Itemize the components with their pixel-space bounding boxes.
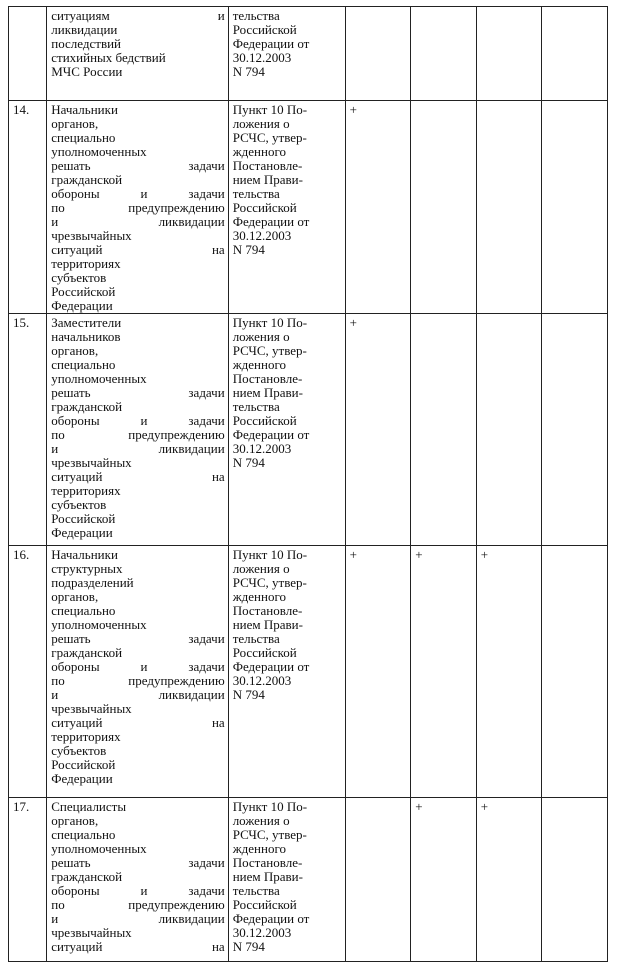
position-name-line: специально <box>51 603 116 618</box>
row-number: 15. <box>9 314 47 546</box>
legal-basis-line: Федерации от <box>232 36 310 51</box>
legal-basis-line: N 794 <box>232 939 265 954</box>
position-name-line: Российской <box>51 757 116 772</box>
position-name-line: по предупреждению <box>51 897 225 912</box>
legal-basis-line: Российской <box>232 200 297 215</box>
position-name-line: органов, <box>51 589 99 604</box>
mark-cell-3: + <box>476 798 542 962</box>
legal-basis-line: нием Прави- <box>232 385 303 400</box>
position-name-line: органов, <box>51 116 99 131</box>
row-number: 14. <box>9 101 47 314</box>
legal-basis-line: Пункт 10 По- <box>232 547 308 562</box>
position-name-line: и ликвидации <box>51 911 225 926</box>
position-name-line: Заместители <box>51 315 122 330</box>
legal-basis-line: нием Прави- <box>232 617 303 632</box>
legal-basis-cell <box>228 798 345 962</box>
legal-basis-line: N 794 <box>232 455 265 470</box>
position-name-line: гражданской <box>51 869 123 884</box>
legal-basis-line: 30.12.2003 <box>232 50 292 65</box>
legal-basis-cell <box>228 546 345 798</box>
table-body <box>9 7 608 962</box>
position-name-line: подразделений <box>51 575 134 590</box>
position-name-line: и ликвидации <box>51 214 225 229</box>
mark-cell-3: + <box>476 546 542 798</box>
position-name-line: по предупреждению <box>51 673 225 688</box>
position-name-line: решать задачи <box>51 158 225 173</box>
mark-cell-2: + <box>411 546 477 798</box>
position-name-line: уполномоченных <box>51 617 147 632</box>
position-name-line: Федерации <box>51 525 113 540</box>
position-name-line: специально <box>51 827 116 842</box>
position-name-line: Федерации <box>51 298 113 313</box>
position-name-line: Начальники <box>51 547 118 562</box>
position-name-line: стихийных бедствий <box>51 50 166 65</box>
row-number: 17. <box>9 798 47 962</box>
table-row <box>9 798 608 962</box>
legal-basis-line: нием Прави- <box>232 869 303 884</box>
legal-basis-line: жденного <box>232 589 286 604</box>
position-name-line: структурных <box>51 561 123 576</box>
position-name-line: субъектов <box>51 270 107 285</box>
legal-basis-line: Федерации от <box>232 427 310 442</box>
legal-basis-line: РСЧС, утвер- <box>232 130 307 145</box>
position-name-line: субъектов <box>51 497 107 512</box>
personnel-table <box>8 6 608 962</box>
mark-cell-3 <box>476 7 542 101</box>
position-name-line: гражданской <box>51 399 123 414</box>
legal-basis-line: жденного <box>232 841 286 856</box>
position-name-line: уполномоченных <box>51 144 147 159</box>
position-name-line: органов, <box>51 813 99 828</box>
legal-basis-line: ложения о <box>232 116 290 131</box>
legal-basis-line: Российской <box>232 897 297 912</box>
mark-cell-2: + <box>411 798 477 962</box>
mark-cell-1: + <box>345 101 411 314</box>
position-name-line: Специалисты <box>51 799 127 814</box>
position-name-line: ликвидации <box>51 22 118 37</box>
legal-basis-line: Постановле- <box>232 371 303 386</box>
legal-basis-line: нием Прави- <box>232 172 303 187</box>
position-name-line: по предупреждению <box>51 200 225 215</box>
table-row <box>9 7 608 101</box>
legal-basis-line: Федерации от <box>232 659 310 674</box>
position-name-line: по предупреждению <box>51 427 225 442</box>
position-name-line: специально <box>51 357 116 372</box>
position-name-line: субъектов <box>51 743 107 758</box>
legal-basis-cell <box>228 314 345 546</box>
legal-basis-line: Российской <box>232 645 297 660</box>
mark-cell-4 <box>542 314 608 546</box>
mark-cell-1: + <box>345 314 411 546</box>
position-name-line: последствий <box>51 36 122 51</box>
position-name-line: ситуаций на <box>51 469 225 484</box>
legal-basis-line: РСЧС, утвер- <box>232 827 307 842</box>
position-name-line: территориях <box>51 256 121 271</box>
legal-basis-line: ложения о <box>232 813 290 828</box>
mark-cell-1 <box>345 798 411 962</box>
mark-cell-4 <box>542 798 608 962</box>
mark-cell-1 <box>345 7 411 101</box>
legal-basis-cell <box>228 101 345 314</box>
legal-basis-line: тельства <box>232 399 280 414</box>
position-name-line: ситуациям и <box>51 8 225 23</box>
mark-cell-4 <box>542 7 608 101</box>
legal-basis-line: Постановле- <box>232 158 303 173</box>
position-name-line: ситуаций на <box>51 242 225 257</box>
position-name-cell <box>47 546 228 798</box>
legal-basis-line: тельства <box>232 186 280 201</box>
position-name-line: чрезвычайных <box>51 228 132 243</box>
legal-basis-line: Федерации от <box>232 911 310 926</box>
position-name-line: территориях <box>51 729 121 744</box>
position-name-line: ситуаций на <box>51 939 225 954</box>
position-name-line: ситуаций на <box>51 715 225 730</box>
position-name-line: уполномоченных <box>51 841 147 856</box>
position-name-line: Федерации <box>51 771 113 786</box>
table-row <box>9 314 608 546</box>
position-name-line: чрезвычайных <box>51 701 132 716</box>
mark-cell-4 <box>542 546 608 798</box>
legal-basis-line: Пункт 10 По- <box>232 315 308 330</box>
mark-cell-2 <box>411 7 477 101</box>
position-name-line: гражданской <box>51 645 123 660</box>
legal-basis-line: ложения о <box>232 329 290 344</box>
legal-basis-line: 30.12.2003 <box>232 228 292 243</box>
legal-basis-line: 30.12.2003 <box>232 673 292 688</box>
position-name-line: территориях <box>51 483 121 498</box>
position-name-cell <box>47 7 228 101</box>
position-name-line: решать задачи <box>51 385 225 400</box>
position-name-cell <box>47 314 228 546</box>
legal-basis-line: N 794 <box>232 242 265 257</box>
legal-basis-line: РСЧС, утвер- <box>232 343 307 358</box>
legal-basis-line: жденного <box>232 357 286 372</box>
position-name-line: уполномоченных <box>51 371 147 386</box>
mark-cell-3 <box>476 314 542 546</box>
mark-cell-1: + <box>345 546 411 798</box>
legal-basis-line: Пункт 10 По- <box>232 102 308 117</box>
legal-basis-line: N 794 <box>232 64 265 79</box>
position-name-line: Начальники <box>51 102 118 117</box>
position-name-line: чрезвычайных <box>51 455 132 470</box>
position-name-line: начальников <box>51 329 121 344</box>
position-name-cell <box>47 798 228 962</box>
legal-basis-line: 30.12.2003 <box>232 441 292 456</box>
legal-basis-line: Федерации от <box>232 214 310 229</box>
row-number: 16. <box>9 546 47 798</box>
position-name-line: обороны и задачи <box>51 186 225 201</box>
position-name-line: МЧС России <box>51 64 123 79</box>
legal-basis-line: жденного <box>232 144 286 159</box>
legal-basis-line: Пункт 10 По- <box>232 799 308 814</box>
position-name-line: Российской <box>51 511 116 526</box>
legal-basis-line: тельства <box>232 631 280 646</box>
legal-basis-cell <box>228 7 345 101</box>
position-name-line: органов, <box>51 343 99 358</box>
legal-basis-line: Постановле- <box>232 603 303 618</box>
legal-basis-line: N 794 <box>232 687 265 702</box>
legal-basis-line: РСЧС, утвер- <box>232 575 307 590</box>
position-name-line: гражданской <box>51 172 123 187</box>
position-name-cell <box>47 101 228 314</box>
legal-basis-line: ложения о <box>232 561 290 576</box>
legal-basis-line: тельства <box>232 883 280 898</box>
legal-basis-line: тельства <box>232 8 280 23</box>
position-name-line: обороны и задачи <box>51 659 225 674</box>
legal-basis-line: Российской <box>232 22 297 37</box>
position-name-line: специально <box>51 130 116 145</box>
row-number <box>9 7 47 101</box>
position-name-line: чрезвычайных <box>51 925 132 940</box>
legal-basis-line: 30.12.2003 <box>232 925 292 940</box>
legal-basis-line: Постановле- <box>232 855 303 870</box>
table-row <box>9 546 608 798</box>
table-row <box>9 101 608 314</box>
position-name-line: обороны и задачи <box>51 413 225 428</box>
position-name-line: Российской <box>51 284 116 299</box>
mark-cell-3 <box>476 101 542 314</box>
mark-cell-2 <box>411 101 477 314</box>
mark-cell-2 <box>411 314 477 546</box>
position-name-line: и ликвидации <box>51 441 225 456</box>
position-name-line: и ликвидации <box>51 687 225 702</box>
position-name-line: решать задачи <box>51 855 225 870</box>
mark-cell-4 <box>542 101 608 314</box>
legal-basis-line: Российской <box>232 413 297 428</box>
position-name-line: обороны и задачи <box>51 883 225 898</box>
position-name-line: решать задачи <box>51 631 225 646</box>
